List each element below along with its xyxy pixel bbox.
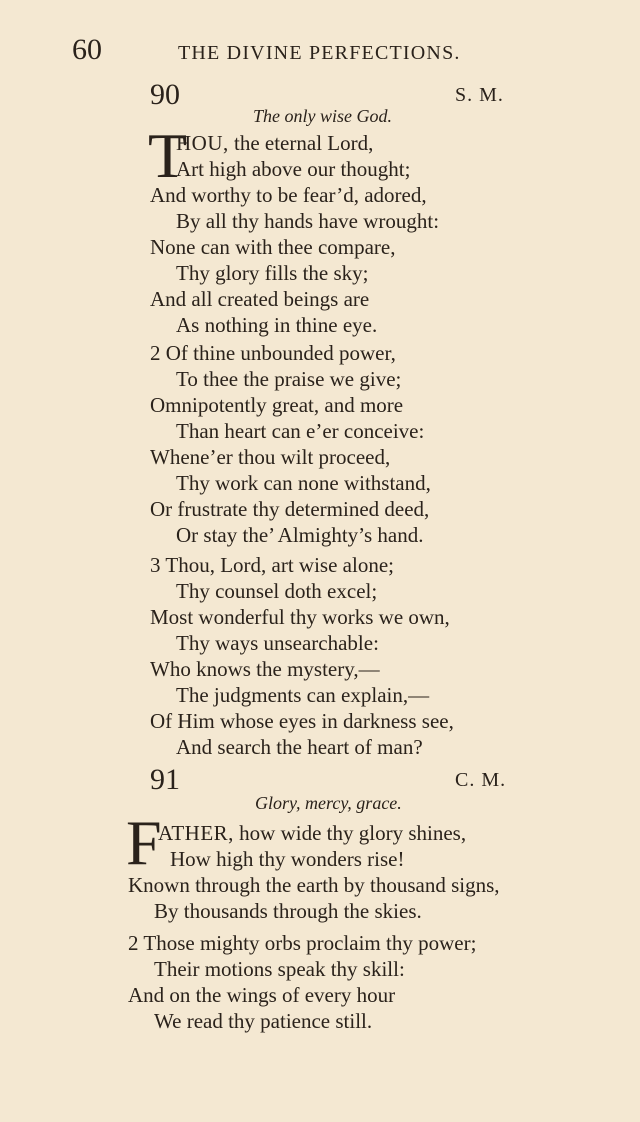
verse-line: We read thy patience still. (154, 1009, 373, 1033)
verse-line: As nothing in thine eye. (176, 313, 378, 337)
hymn-90-number: 90 (150, 78, 180, 111)
verse-line: By thousands through the skies. (154, 899, 422, 923)
verse-line: And all created beings are (150, 287, 370, 311)
hymn-90-subtitle: The only wise God. (253, 106, 392, 126)
hymn-90-stanza-1 (148, 120, 440, 338)
verse-line: Or stay the’ Almighty’s hand. (176, 523, 424, 547)
hymn-90-dropcap: T (148, 120, 188, 191)
verse-line: None can with thee compare, (150, 235, 396, 259)
verse-line: By all thy hands have wrought: (176, 209, 440, 233)
page-number: 60 (72, 33, 102, 66)
hymn-90-stanza-2 (150, 340, 431, 548)
hymn-91-stanza-1 (128, 820, 500, 924)
verse-line: Whene’er thou wilt proceed, (150, 445, 391, 469)
verse-line: HOU, the eternal Lord, (176, 131, 374, 155)
verse-line: 2 Of thine unbounded power, (150, 341, 396, 365)
hymn-91-stanza-2 (128, 930, 476, 1034)
verse-line: Known through the earth by thousand signs, (128, 873, 500, 897)
verse-line: ATHER, how wide thy glory shines, (158, 821, 467, 845)
hymn-90-meter: S. M. (455, 84, 504, 106)
hymn-91-dropcap: F (126, 807, 162, 878)
verse-line: 3 Thou, Lord, art wise alone; (150, 553, 394, 577)
first-word-caps: ATHER, (158, 821, 234, 845)
verse-line: Their motions speak thy skill: (154, 957, 405, 981)
hymn-91-meter: C. M. (455, 769, 507, 791)
verse-line: The judgments can explain,— (176, 683, 430, 707)
verse-line: Thy work can none withstand, (176, 471, 431, 495)
verse-line: Most wonderful thy works we own, (150, 605, 450, 629)
verse-line: Thy glory fills the sky; (176, 261, 369, 285)
verse-line: How high thy wonders rise! (170, 847, 405, 871)
verse-line: Of Him whose eyes in darkness see, (150, 709, 454, 733)
verse-line: And search the heart of man? (176, 735, 423, 759)
hymn-91-subtitle: Glory, mercy, grace. (255, 793, 402, 813)
verse-line: Art high above our thought; (176, 157, 411, 181)
verse-line: Thy ways unsearchable: (176, 631, 379, 655)
first-word-caps: HOU, (176, 131, 229, 155)
verse-line: Who knows the mystery,— (150, 657, 380, 681)
hymn-91-number: 91 (150, 763, 180, 796)
hymn-90-stanza-3 (150, 552, 454, 760)
verse-line: 2 Those mighty orbs proclaim thy power; (128, 931, 477, 955)
verse-line: And worthy to be fear’d, adored, (150, 183, 427, 207)
verse-line: Thy counsel doth excel; (176, 579, 378, 603)
verse-line: To thee the praise we give; (176, 367, 402, 391)
verse-line: Than heart can e’er conceive: (176, 419, 425, 443)
verse-line: Omnipotently great, and more (150, 393, 404, 417)
verse-line: Or frustrate thy determined deed, (150, 497, 430, 521)
running-head: THE DIVINE PERFECTIONS. (178, 42, 461, 64)
verse-line: And on the wings of every hour (128, 983, 396, 1007)
